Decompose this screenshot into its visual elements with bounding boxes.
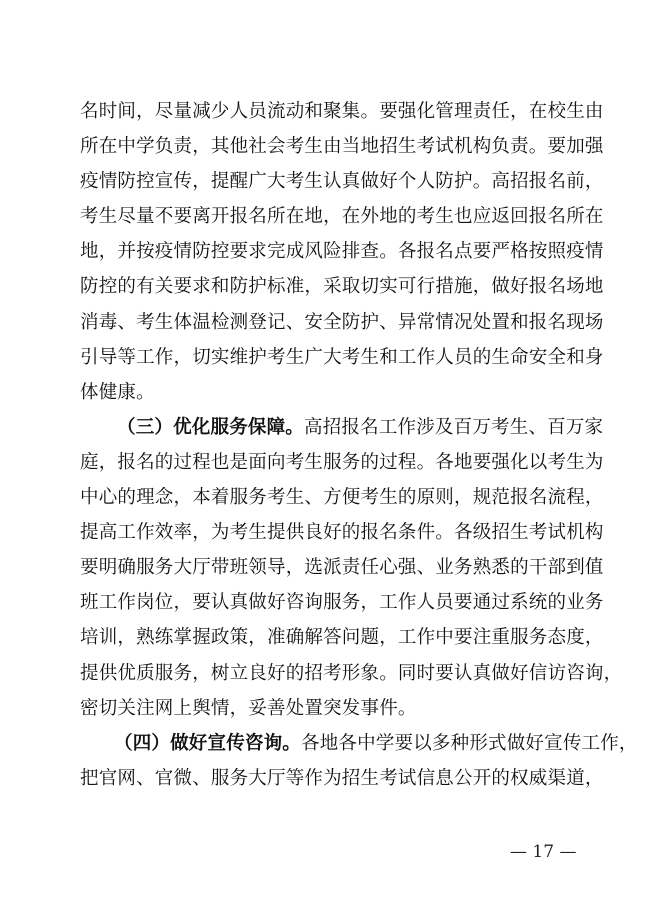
paragraph-line: 考生尽量不要离开报名所在地，在外地的考生也应返回报名所在 — [80, 206, 604, 228]
paragraph-line: 体健康。 — [80, 381, 155, 403]
paragraph-line: 提高工作效率，为考生提供良好的报名条件。各级招生考试机构 — [80, 522, 604, 544]
paragraph-line: 疫情防控宣传，提醒广大考生认真做好个人防护。高招报名前， — [80, 171, 604, 193]
paragraph-line: 引导等工作，切实维护考生广大考生和工作人员的生命安全和身 — [80, 346, 604, 368]
section-3-intro-text: 高招报名工作涉及百万考生、百万家 — [304, 416, 604, 438]
section-4-heading: （四）做好宣传咨询。 — [114, 732, 302, 754]
paragraph-line: 培训，熟练掌握政策，准确解答问题，工作中要注重服务态度， — [80, 627, 604, 649]
paragraph-line: 要明确服务大厅带班领导，选派责任心强、业务熟悉的干部到值 — [80, 557, 604, 579]
paragraph-line: 把官网、官微、服务大厅等作为招生考试信息公开的权威渠道， — [80, 767, 604, 789]
paragraph-line: 提供优质服务，树立良好的招考形象。同时要认真做好信访咨询， — [80, 662, 623, 684]
paragraph-line: 消毒、考生体温检测登记、安全防护、异常情况处置和报名现场 — [80, 311, 604, 333]
section-4-intro-text: 各地各中学要以多种形式做好宣传工作， — [301, 732, 638, 754]
section-4-first-line — [80, 726, 638, 761]
paragraph-line: 班工作岗位，要认真做好咨询服务，工作人员要通过系统的业务 — [80, 592, 604, 614]
document-body — [80, 94, 638, 796]
paragraph-line: 中心的理念，本着服务考生、方便考生的原则，规范报名流程， — [80, 487, 604, 509]
paragraph-line: 所在中学负责，其他社会考生由当地招生考试机构负责。要加强 — [80, 136, 604, 158]
paragraph-line: 地，并按疫情防控要求完成风险排查。各报名点要严格按照疫情 — [80, 241, 604, 263]
paragraph-line: 密切关注网上舆情，妥善处置突发事件。 — [80, 697, 417, 719]
paragraph-line: 庭，报名的过程也是面向考生服务的过程。各地要强化以考生为 — [80, 451, 604, 473]
section-3-heading: （三）优化服务保障。 — [117, 416, 305, 438]
paragraph-line: 名时间，尽量减少人员流动和聚集。要强化管理责任，在校生由 — [80, 101, 604, 122]
page-number: — 17 — — [510, 842, 577, 862]
section-3-first-line — [80, 410, 604, 445]
paragraph-line: 防控的有关要求和防护标准，采取切实可行措施，做好报名场地 — [80, 276, 604, 298]
